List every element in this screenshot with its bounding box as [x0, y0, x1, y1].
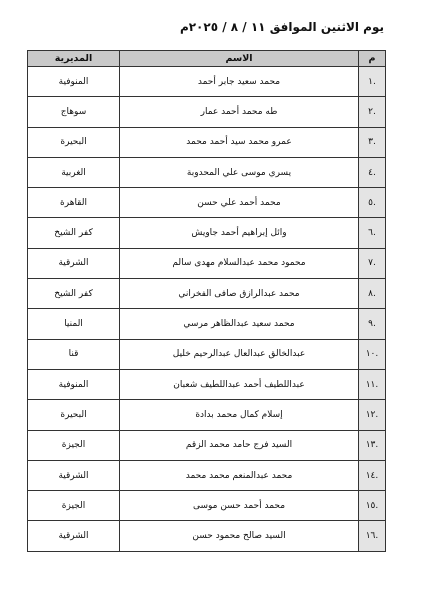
row-name: عبدالخالق عبدالعال عبدالرحيم خليل [120, 339, 359, 369]
row-name: طه محمد أحمد عمار [120, 97, 359, 127]
row-directorate: المنوفية [28, 67, 120, 97]
table-row [28, 339, 386, 369]
row-index: .١٥ [359, 491, 386, 521]
row-index: .٧ [359, 248, 386, 278]
table-row [28, 157, 386, 187]
table-row [28, 67, 386, 97]
row-directorate: قنا [28, 339, 120, 369]
row-directorate: كفر الشيخ [28, 279, 120, 309]
row-index: .٨ [359, 279, 386, 309]
row-index: .١٤ [359, 460, 386, 490]
row-directorate: الشرقية [28, 248, 120, 278]
row-index: .١٦ [359, 521, 386, 551]
row-directorate: المنوفية [28, 369, 120, 399]
row-name: محمد سعيد عبدالظاهر مرسي [120, 309, 359, 339]
row-name: السيد صالح محمود حسن [120, 521, 359, 551]
row-name: عبداللطيف أحمد عبداللطيف شعبان [120, 369, 359, 399]
column-header-name: الاسم [120, 51, 359, 67]
row-index: .١٢ [359, 400, 386, 430]
row-name: محمد أحمد علي حسن [120, 188, 359, 218]
row-directorate: البحيرة [28, 127, 120, 157]
table-row [28, 248, 386, 278]
row-index: .٢ [359, 97, 386, 127]
row-index: .١٣ [359, 430, 386, 460]
row-directorate: الشرقية [28, 460, 120, 490]
row-index: .٩ [359, 309, 386, 339]
row-directorate: الجيزة [28, 430, 120, 460]
row-index: .١٠ [359, 339, 386, 369]
row-name: محمد أحمد حسن موسى [120, 491, 359, 521]
row-name: إسلام كمال محمد بدادة [120, 400, 359, 430]
row-directorate: الغربية [28, 157, 120, 187]
table-body [28, 67, 386, 552]
row-directorate: البحيرة [28, 400, 120, 430]
row-name: محمد سعيد جابر أحمد [120, 67, 359, 97]
row-name: السيد فرج حامد محمد الزقم [120, 430, 359, 460]
row-name: محمود محمد عبدالسلام مهدى سالم [120, 248, 359, 278]
row-index: .٣ [359, 127, 386, 157]
table-row [28, 188, 386, 218]
row-name: وائل إبراهيم أحمد جاويش [120, 218, 359, 248]
table-row [28, 491, 386, 521]
row-directorate: كفر الشيخ [28, 218, 120, 248]
row-index: .١ [359, 67, 386, 97]
table-row [28, 430, 386, 460]
row-directorate: الجيزة [28, 491, 120, 521]
table-row [28, 521, 386, 551]
row-name: عمرو محمد سيد أحمد محمد [120, 127, 359, 157]
row-index: .١١ [359, 369, 386, 399]
row-index: .٦ [359, 218, 386, 248]
row-name: محمد عبدالرازق صافى الفخراني [120, 279, 359, 309]
row-index: .٤ [359, 157, 386, 187]
table-row [28, 460, 386, 490]
table-row [28, 400, 386, 430]
row-directorate: سوهاج [28, 97, 120, 127]
column-header-directorate: المديرية [28, 51, 120, 67]
row-directorate: المنيا [28, 309, 120, 339]
table-row [28, 218, 386, 248]
table-row [28, 97, 386, 127]
table-header-row [28, 51, 386, 67]
row-index: .٥ [359, 188, 386, 218]
row-directorate: الشرقية [28, 521, 120, 551]
row-name: محمد عبدالمنعم محمد محمد [120, 460, 359, 490]
names-table [27, 50, 386, 552]
table-row [28, 127, 386, 157]
row-name: يسري موسى علي المحدوبة [120, 157, 359, 187]
table-row [28, 279, 386, 309]
row-directorate: القاهرة [28, 188, 120, 218]
column-header-index: م [359, 51, 386, 67]
table-row [28, 309, 386, 339]
page-title: يوم الاثنين الموافق ١١ / ٨ / ٢٠٢٥م [179, 20, 384, 34]
table-row [28, 369, 386, 399]
